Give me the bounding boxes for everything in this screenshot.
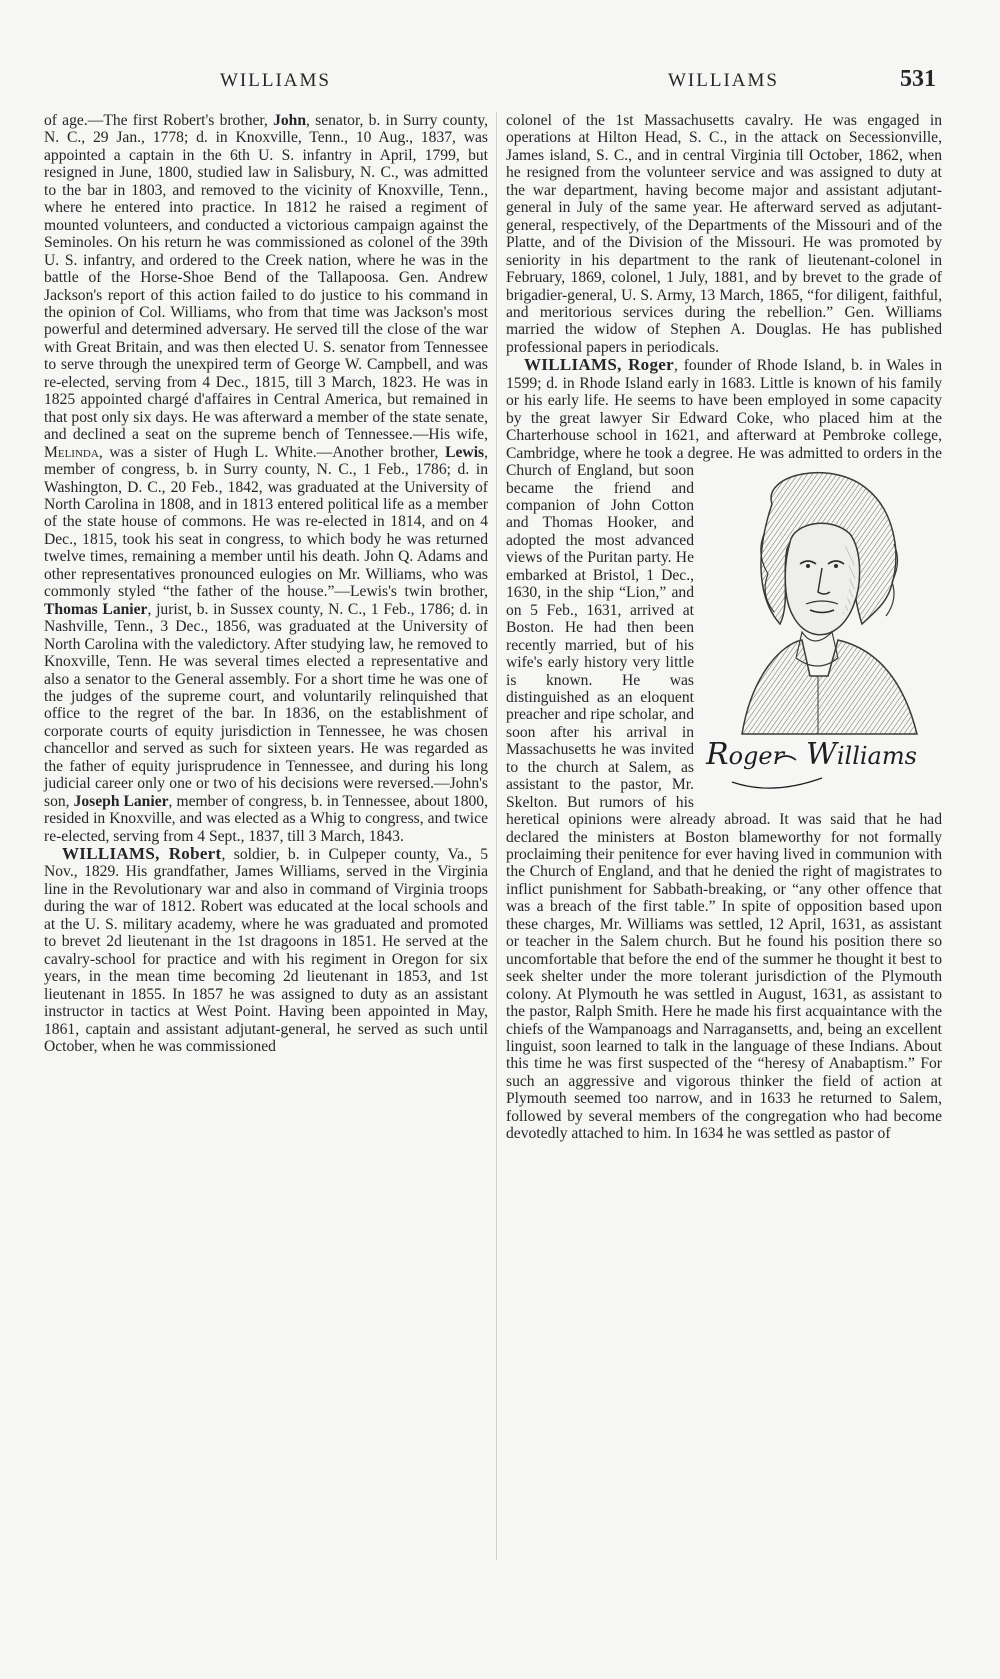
paragraph-robert-williams-cont: colonel of the 1st Massachusetts cavalry. He was engaged in operations at Hilton Head, S. C., in the attack on Secessionville, James island, S. C., and in central Virginia till October, 1862, when he resigned from the volunteer service and was assigned to duty at the war department, having become major and assistant adjutant-general in July of the same year. He afterward served as adjutant-general, respectively, of the Departments of the Missouri and of the Platte, and of the Division of the Missouri. He was promoted by seniority in his department to the rank of lieutenant-colonel in February, 1869, colonel, 1 July, 1881, and by brevet to the grade of brigadier-general, U. S. Army, 13 March, 1865, “for diligent, faithful, and meritorious services during the rebellion.” Gen. Williams married the widow of Stephen A. Douglas. He has published professional papers in periodicals.	[506, 112, 942, 356]
person-name-john: John	[273, 112, 307, 129]
person-name-lewis: Lewis	[445, 443, 485, 461]
column-divider	[496, 112, 497, 1560]
page-number: 531	[900, 66, 936, 92]
entry-heading-robert-williams: WILLIAMS, Robert	[62, 844, 222, 864]
paragraph-roger-williams	[506, 356, 942, 1142]
portrait-engraving	[702, 464, 942, 799]
entry-heading-roger-williams: WILLIAMS, Roger	[524, 355, 674, 375]
running-header	[0, 64, 1000, 100]
text-run: , soldier, b. in Culpeper county, Va., 5 Nov., 1829. His grandfather, James Williams, served in the Virginia line in the Revolutionary war and also in command of Virginia troops during the war of 1812. Robert was educated at the local schools and at the U. S. military academy, where he was graduated and promoted to brevet 2d lieutenant in the 1st dragoons in 1851. He served at the cavalry-school for practice and with his regiment in Oregon for six years, in the mean time becoming 2d lieutenant in 1853, and 1st lieutenant in 1855. In 1857 he was assigned to duty as an assistant instructor in tactics at West Point. Having been appointed in May, 1861, captain and assistant adjutant-general, he served as such until October, when he was commissioned	[44, 846, 488, 1056]
text-run: He was admitted to orders in the Church of England, but soon became the friend and companion of John Cotton and Thomas Hooker, and adopted the most advanced views of the Puritan party. He embarked at Bristol, 1 Dec., 1630, in the ship “Lion,” and on 5 Feb., 1631, arrived at Boston. He had then been recently married, but of his wife's early history very little is known. He was distinguished as an eloquent preacher and ripe scholar, and soon after his arrival in Massachusetts he was invited to the church at Salem, as assistant to the pastor, Mr. Skelton. But rumors of his heretical opinions were already abroad. It was said that he had declared the ministers at Boston blameworthy for not formally proclaiming their penitence for ever having lived in communion with the Church of England, and that he denied the right of magistrates to inflict punishment for Sabbath-breaking, or “any other offence that was a breach of the first table.” In spite of opposition based upon these charges, Mr. Williams was settled, 12 April, 1631, as assistant or teacher in the Salem church. But he found his position there so uncomfortable that before the end of the summer he thought it best to seek shelter under the more tolerant jurisdiction of the Plymouth colony. At Plymouth he was settled in August, 1631, as assistant to the pastor, Ralph Smith. Here he made his first acquaintance with the chiefs of the Wampanoags and Narragansetts, and, being an excellent linguist, soon learned to talk in the language of these Indians. About this time he was first suspected of the “heresy of Anabaptism.” For such an aggressive and vigorous thinker the field of action at Plymouth seemed too narrow, and in 1633 he returned to Salem, followed by several members of the congregation who had become devotedly attached to him. In 1634 he was settled as pastor of	[506, 444, 942, 1143]
person-name-melinda: Melinda	[44, 443, 99, 461]
person-name-thomas-lanier: Thomas Lanier	[44, 600, 148, 618]
text-run: , member of congress, b. in Surry county, N. C., 1 Feb., 1786; d. in Washington, D. C., 20 Feb., 1842, was graduated at the University of North Carolina in 1808, and in 1813 entered political life as a member of the state house of commons. He was re-elected in 1814, and on 4 Dec., 1815, took his seat in congress, to which body he was returned twelve times, remaining a member until his death. John Q. Adams and other representatives pronounced eulogies on Mr. Williams, who was commonly styled “the father of the house.”—Lewis's twin brother,	[44, 443, 488, 601]
text-run: , senator, b. in Surry county, N. C., 29 Jan., 1778; d. in Knoxville, Tenn., 10 Aug., 1837, was appointed a captain in the 6th U. S. infantry in April, 1799, but resigned in June, 1800, studied law in Salisbury, N. C., was admitted to the bar in 1803, and removed to the vicinity of Knoxville, Tenn., where he entered into practice. In 1812 he raised a regiment of mounted volunteers, and conducted a victorious campaign against the Seminoles. On his return he was commissioned as colonel of the 39th U. S. infantry, and ordered to the Creek nation, where he was in the battle of the Horse-Shoe Bend of the Tallapoosa. Gen. Andrew Jackson's report of this action failed to do justice to his command in the opinion of Col. Williams, who from that time was Jackson's most powerful and determined adversary. He served till the close of the war with Great Britain, and was then elected U. S. senator from Tennessee to serve through the unexpired term of George W. Campbell, and was re-elected, serving from 4 Dec., 1815, till 3 March, 1823. He was in 1825 appointed chargé d'affaires in Central America, but remained in that post only six days. He was afterward a member of the state senate, and declined a seat on the supreme bench of Tennessee.—His wife,	[44, 112, 488, 444]
right-column	[506, 112, 942, 1143]
running-title-left: WILLIAMS	[220, 70, 331, 91]
signature-roger-williams: Roger	[706, 737, 785, 773]
running-title-right: WILLIAMS	[668, 70, 779, 91]
portrait-illustration	[702, 464, 942, 799]
text-run: , jurist, b. in Sussex county, N. C., 1 Feb., 1786; d. in Nashville, Tenn., 3 Dec., 1856, was graduated at the University of North Carolina with the valedictory. After studying law, he removed to Knoxville, Tenn. He was several times elected a representative and also a senator to the General assembly. For a short time he was one of the judges of the supreme court, and voluntarily relinquished that office to the regret of the bar. In 1836, on the establishment of corporate courts of equity jurisdiction in Tennessee, he was chosen chancellor and served as such for sixteen years. He was regarded as the father of equity jurisprudence in Tennessee, and during his long judicial career only one or two of his decisions were reversed.—John's son,	[44, 600, 489, 810]
left-column	[44, 112, 488, 1055]
text-run: of age.—The first Robert's brother,	[44, 112, 274, 129]
person-name-joseph-lanier: Joseph Lanier	[73, 792, 169, 810]
text-run: , member of congress, b. in Tennessee, about 1800, resided in Knoxville, and was elected as a Whig to congress, and twice re-elected, serving from 4 Sept., 1837, till 3 March, 1843.	[44, 792, 488, 845]
paragraph-robert-williams	[44, 845, 488, 1055]
text-run: , founder of Rhode Island, b. in Wales in 1599; d. in Rhode Island early in 1683. Little is known of his family or his early life. He seems to have been employed in some capacity by the great lawyer Sir Edward Coke, who placed him at the Charterhouse school in 1621, and afterward at Pembroke college, Cambridge, where he took a degree.	[506, 357, 942, 462]
paragraph-john-williams	[44, 112, 488, 845]
signature-text	[702, 464, 703, 465]
text-run: , was a sister of Hugh L. White.—Another brother,	[98, 443, 446, 461]
svg-text:Williams: Williams	[806, 737, 917, 773]
